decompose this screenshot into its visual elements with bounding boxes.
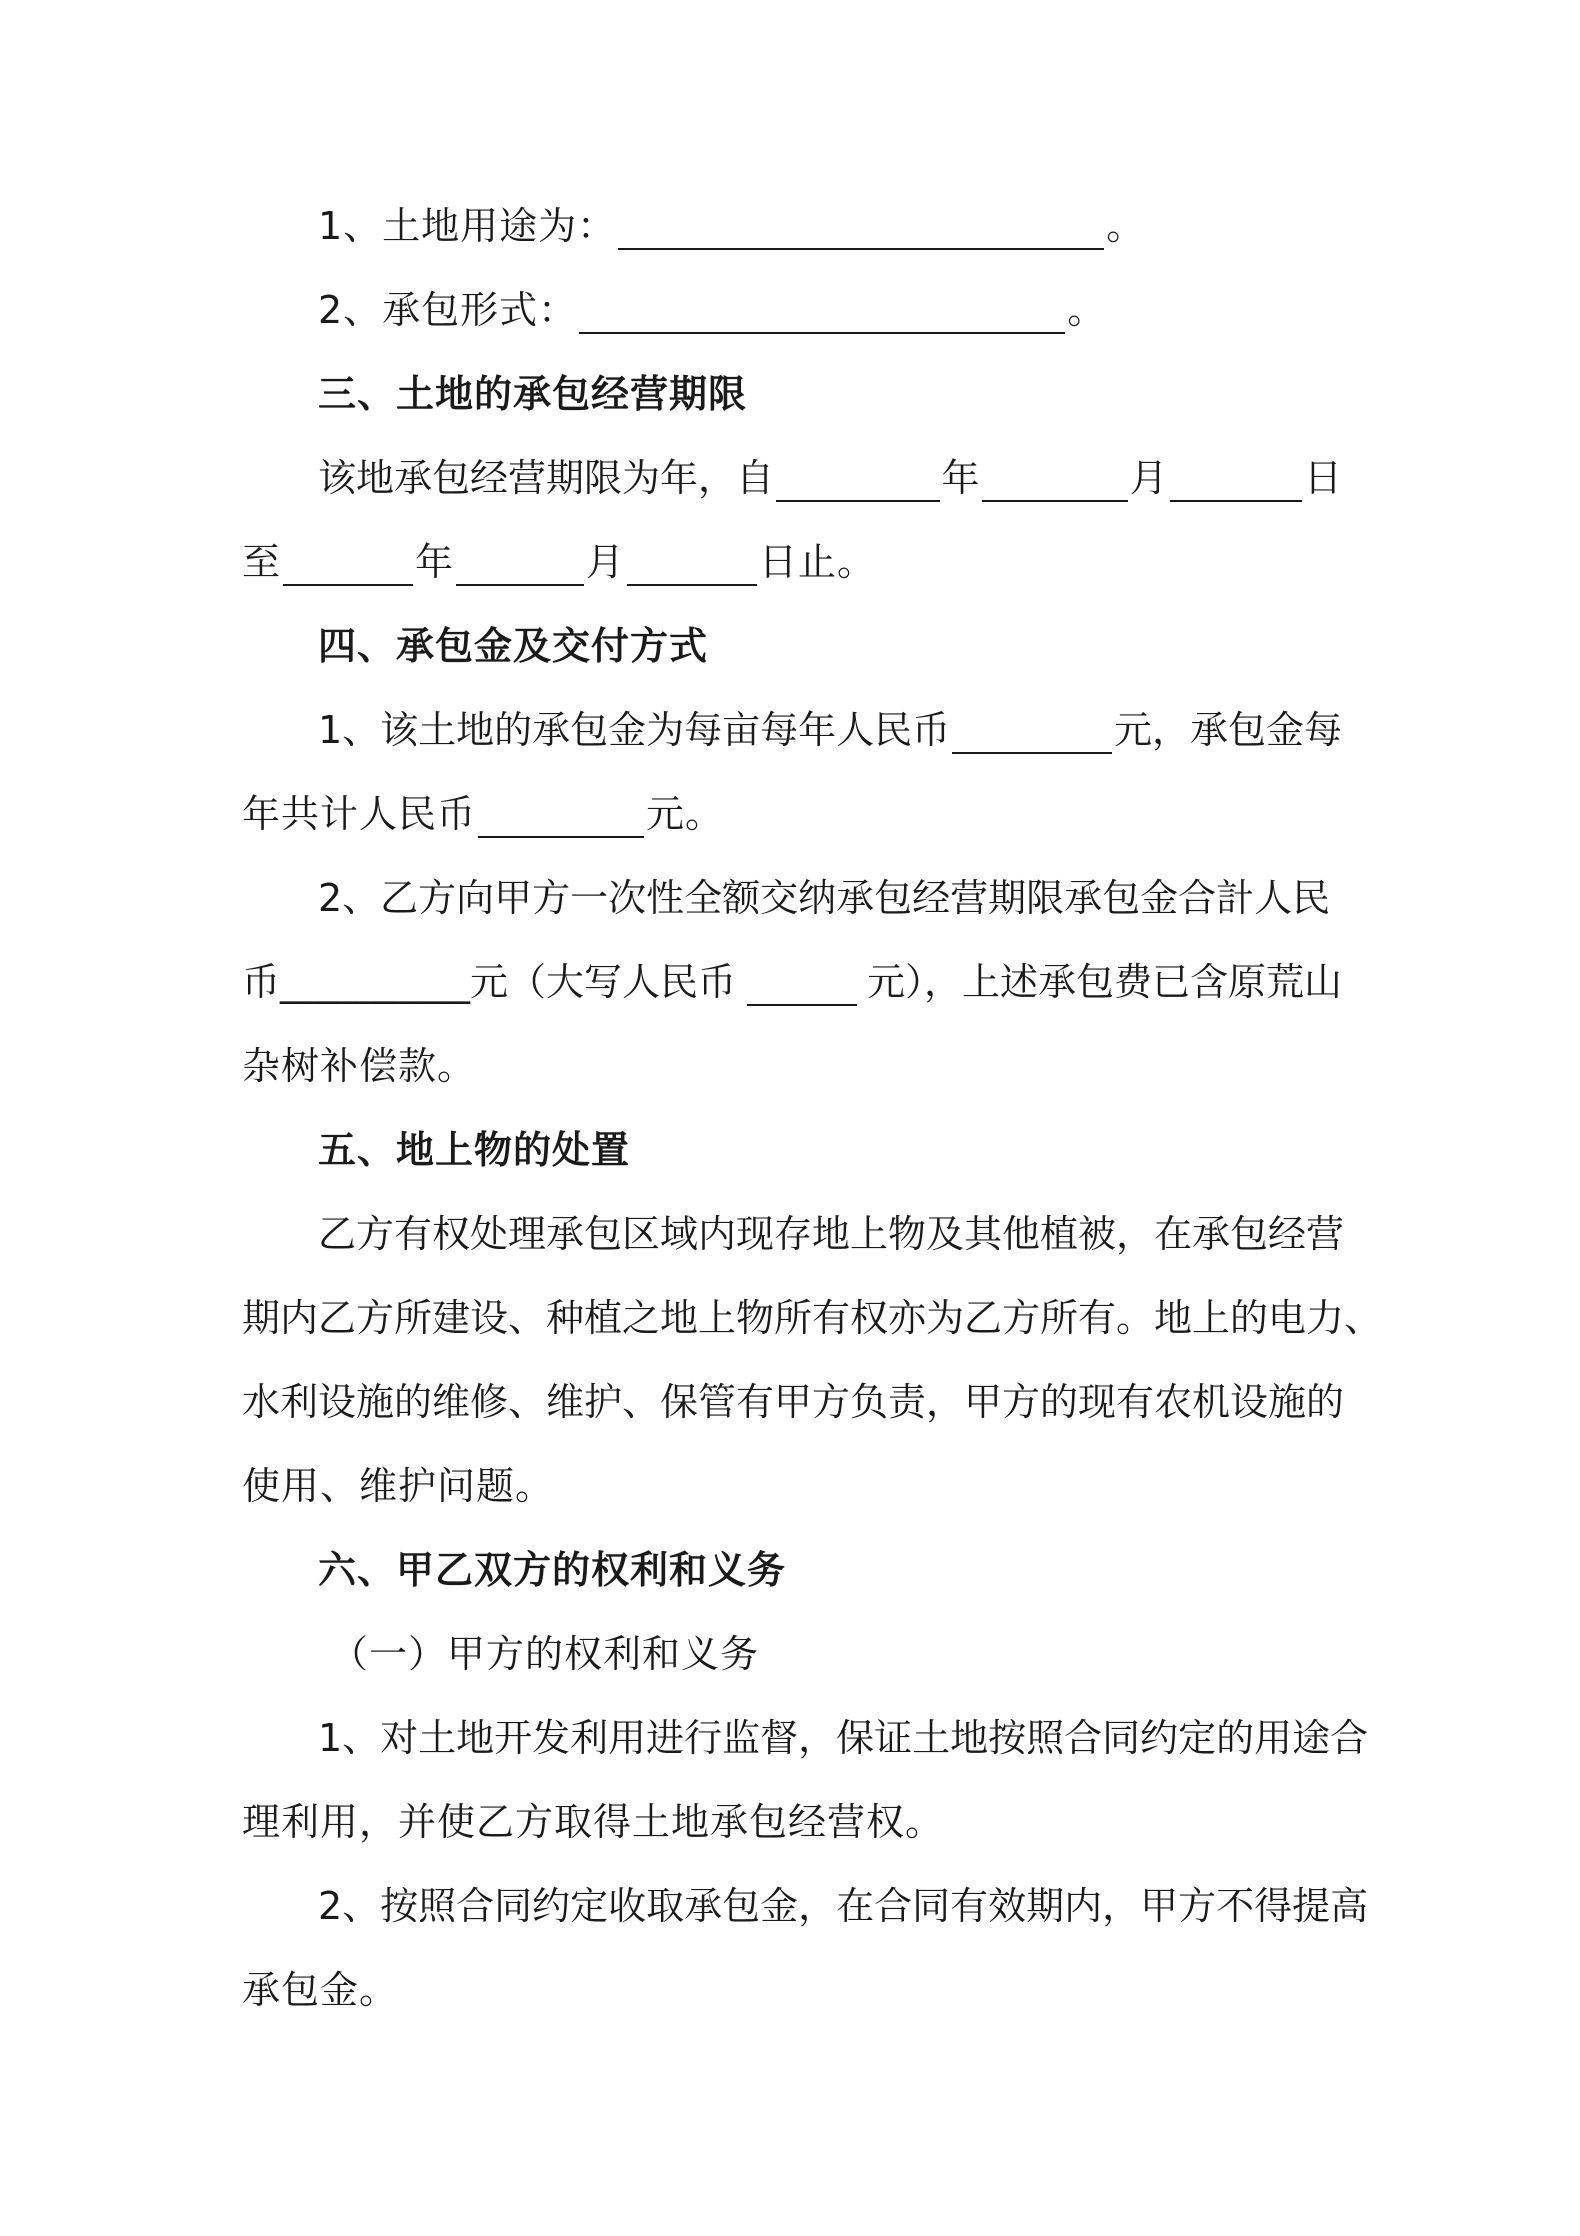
section-5-heading: 五、地上物的处置 [318,1128,631,1172]
disposal-line-3: 水利设施的维修、维护、保管有甲方负责，甲方的现有农机设施的 [242,1380,1345,1424]
fee-line-1 [318,706,1342,754]
lump-sum-tail: 元），上述承包费已含原荒山 [866,960,1342,1004]
end-month-unit: 月 [586,540,626,584]
fee-per-mu-label: 1、该土地的承包金为每亩每年人民币 [318,708,951,752]
term-to: 至 [242,540,282,584]
section-6-heading: 六、甲乙双方的权利和义务 [318,1548,787,1592]
end-year-unit: 年 [415,540,455,584]
disposal-line-4: 使用、维护问题。 [242,1464,555,1508]
start-month-blank[interactable] [982,460,1128,502]
fee-line-2 [242,790,1342,838]
start-year-unit: 年 [941,456,980,500]
start-day-blank[interactable] [1170,460,1302,502]
land-use-blank[interactable] [618,208,1104,250]
start-month-unit: 月 [1129,456,1168,500]
party-a-item1-line2: 理利用，并使乙方取得土地承包经营权。 [242,1800,945,1844]
fee-total-label: 年共计人民币 [242,792,477,836]
contract-form-line [318,286,1342,334]
lump-sum-line-1: 2、乙方向甲方一次性全额交纳承包经营期限承包金合計人民 [318,876,1331,920]
fee-per-mu-blank[interactable] [952,712,1112,754]
party-a-item2-line2: 承包金。 [242,1968,399,2012]
contract-form-blank[interactable] [579,292,1065,334]
lump-sum-line-2 [242,958,1342,1006]
land-use-label: 1、土地用途为： [318,204,617,248]
term-line-1 [318,454,1342,502]
land-use-line [318,202,1342,250]
fee-per-mu-tail: 元，承包金每 [1113,708,1342,752]
disposal-line-1: 乙方有权处理承包区域内现存地上物及其他植被，在承包经营 [318,1212,1345,1256]
end-year-blank[interactable] [283,544,413,586]
fee-total-blank[interactable] [478,796,644,838]
party-a-item2-line1: 2、按照合同约定收取承包金，在合同有效期内，甲方不得提高 [318,1884,1369,1928]
party-a-subheading: （一）甲方的权利和义务 [330,1632,760,1676]
section-3-heading: 三、土地的承包经营期限 [318,372,748,416]
disposal-line-2: 期内乙方所建设、种植之地上物所有权亦为乙方所有。地上的电力、 [242,1296,1383,1340]
fee-total-tail: 元。 [646,792,725,836]
term-line-2 [242,538,1342,586]
section-4-heading: 四、承包金及交付方式 [318,624,709,668]
term-intro: 该地承包经营期限为年，自 [318,456,775,500]
lump-sum-line-3: 杂树补偿款。 [242,1044,477,1088]
party-a-item1-line1: 1、对土地开发利用进行监督，保证土地按照合同约定的用途合 [318,1716,1369,1760]
lump-sum-amount: 币__________元（大写人民币 [242,960,737,1004]
end-month-blank[interactable] [456,544,584,586]
start-year-blank[interactable] [776,460,940,502]
land-use-end: 。 [1106,204,1146,248]
end-day-blank[interactable] [627,544,757,586]
end-term-tail: 日止。 [759,540,877,584]
contract-form-label: 2、承包形式： [318,288,578,332]
lump-sum-capital-blank[interactable] [747,964,857,1006]
contract-form-end: 。 [1067,288,1107,332]
start-day-unit: 日 [1303,456,1342,500]
